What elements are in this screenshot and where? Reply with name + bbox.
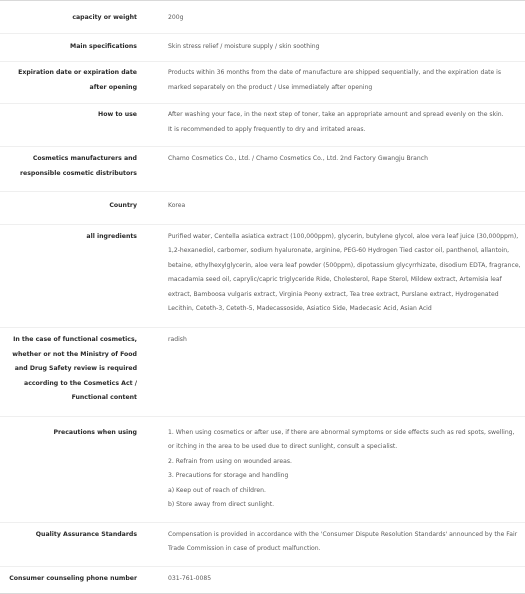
row-value xyxy=(152,566,525,594)
value-line: Korea xyxy=(168,202,186,209)
row-country xyxy=(0,192,525,225)
value-line: Compensation is provided in accordance with the 'Consumer Dispute Resolution Standards' announced by the Fair Trade Commission in case of product malfunction. xyxy=(168,530,518,553)
row-value xyxy=(152,33,525,62)
value-line: 2. Refrain from using on wounded areas. xyxy=(168,457,292,465)
value-line: It is recommended to apply frequently to dry and irritated areas. xyxy=(168,125,366,133)
value-line: a) Keep out of reach of children. xyxy=(168,486,266,494)
row-value xyxy=(152,416,525,522)
row-label: capacity or weight xyxy=(72,14,137,21)
value-line: Chamo Cosmetics Co., Ltd. / Chamo Cosmetics Co., Ltd. 2nd Factory Gwangju Branch xyxy=(168,155,428,162)
row-quality-assurance xyxy=(0,522,525,566)
row-all-ingredients xyxy=(0,224,525,328)
value-line: After washing your face, in the next step of toner, take an appropriate amount and spread evenly on the skin. xyxy=(168,111,504,118)
value-line: radish xyxy=(168,336,187,344)
row-value xyxy=(152,224,525,328)
row-label: In the case of functional cosmetics, whether or not the Ministry of Food and Drug Safety review is required according to the Cosmetics Act / Functional content xyxy=(12,336,137,402)
value-line: 1. When using cosmetics or after use, if there are abnormal symptoms or side effects such as red spots, swelling, or itching in the area to be used due to direct sunlight, consult a specialist. xyxy=(168,428,515,451)
row-phone-number xyxy=(0,566,525,594)
row-value xyxy=(152,1,525,34)
row-label: all ingredients xyxy=(86,232,137,240)
row-functional-cosmetics xyxy=(0,328,525,417)
row-label: Consumer counseling phone number xyxy=(9,574,137,582)
row-value xyxy=(152,62,525,104)
row-label: Cosmetics manufacturers and responsible cosmetic distributors xyxy=(19,155,137,177)
row-value xyxy=(152,328,525,417)
row-precautions xyxy=(0,416,525,522)
row-value xyxy=(152,192,525,225)
row-label: Country xyxy=(109,202,137,209)
row-how-to-use xyxy=(0,104,525,147)
row-value xyxy=(152,522,525,566)
value-line: b) Store away from direct sunlight. xyxy=(168,501,275,509)
row-value xyxy=(152,104,525,147)
row-value xyxy=(152,147,525,192)
row-label: Expiration date or expiration date after opening xyxy=(18,69,137,91)
row-label: Precautions when using xyxy=(53,428,137,436)
row-expiration-date xyxy=(0,62,525,104)
row-capacity xyxy=(0,1,525,34)
value-line: Skin stress relief / moisture supply / skin soothing xyxy=(168,42,320,50)
value-line: 3. Precautions for storage and handling xyxy=(168,472,289,480)
row-label: Quality Assurance Standards xyxy=(35,530,137,538)
value-line: 031-761-0085 xyxy=(168,574,212,582)
row-label: How to use xyxy=(98,111,137,118)
value-line: Products within 36 months from the date of manufacture are shipped sequentially, and the expiration date is marked separately on the product / Use immediately after opening xyxy=(168,69,502,91)
value-line: 200g xyxy=(168,14,184,21)
value-line: Purified water, Centella asiatica extract (100,000ppm), glycerin, butylene glycol, aloe vera leaf juice (30,000ppm), 1,2-hexanediol, carbomer, sodium hyaluronate, arginine, PEG-60 Hydrogen Tied castor oil, panthenol, allantoin, betaine, ethylhexylglycerin, aloe vera leaf powder (500ppm), dipotassium glycyrrhizate, disodium EDTA, fragrance, macadamia seed oil, caprylic/capric triglyceride Ride, Cholesterol, Rape Sterol, Mildew extract, Artemisia leaf extract, Bamboosa vulgaris extract, Virginia Peony extract, Tea tree extract, Purslane extract, Hydrogenated Lecithin, Ceteth-3, Ceteth-5, Madecassoside, Asiatico Side, Madecasic Acid, Asian Acid xyxy=(168,232,521,313)
row-label: Main specifications xyxy=(70,42,137,50)
row-manufacturer xyxy=(0,147,525,192)
row-main-specifications xyxy=(0,33,525,62)
